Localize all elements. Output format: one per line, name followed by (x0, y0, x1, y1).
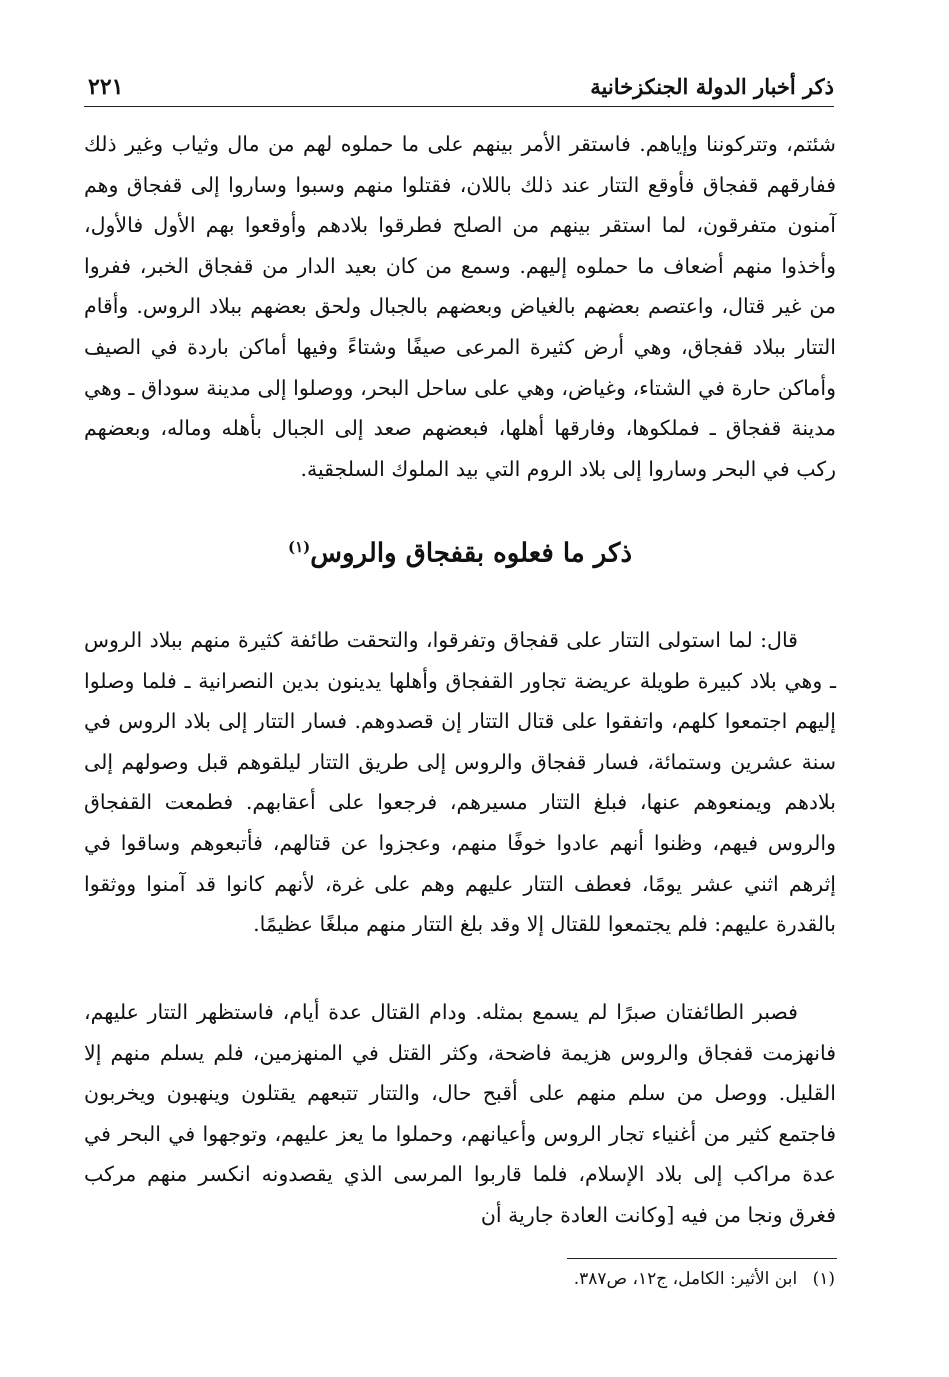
paragraph-2: قال: لما استولى التتار على قفجاق وتفرقوا، والتحقت طائفة كثيرة منهم ببلاد الروس ـ وهي بلاد كبيرة طويلة عريضة تجاور القفجاق وأهلها يدينون بدين النصرانية ـ فلما وصلوا إليهم اجتمعوا كلهم، واتفقوا على قتال التتار إن قصدوهم. فسار التتار إلى بلاد الروس في سنة عشرين وستمائة، فسار قفجاق والروس إلى طريق التتار ليلقوهم قبل وصولهم إلى بلادهم ويمنعوهم عنها، فبلغ التتار مسيرهم، فرجعوا على أعقابهم. فطمعت القفجاق والروس فيهم، وظنوا أنهم عادوا خوفًا منهم، وعجزوا عن قتالهم، فأتبعوهم وساقوا في إثرهم اثني عشر يومًا، فعطف التتار عليهم وهم على غرة، لأنهم كانوا قد آمنوا ووثقوا بالقدرة عليهم: فلم يجتمعوا للقتال إلا وقد بلغ التتار منهم مبلغًا عظيمًا. (84, 628, 836, 937)
section-heading (84, 538, 836, 569)
paragraph-1: شئتم، وتتركوننا وإياهم. فاستقر الأمر بينهم على ما حملوه لهم من مال وثياب وغير ذلك ففارقهم قفجاق فأوقع التتار عند ذلك باللان، فقتلوا منهم وسبوا وساروا إلى قفجاق وهم آمنون متفرقون، لما استقر بينهم من الصلح فطرقوا بلادهم وأوقعوا بهم الأول فالأول، وأخذوا منهم أضعاف ما حملوه إليهم. وسمع من كان بعيد الدار من قفجاق الخبر، ففروا من غير قتال، واعتصم بعضهم بالغياض وبعضهم بالجبال ولحق بعضهم ببلاد الروس. وأقام التتار ببلاد قفجاق، وهي أرض كثيرة المرعى صيفًا وشتاءً وفيها أماكن باردة في الصيف وأماكن حارة في الشتاء، وغياض، وهي على ساحل البحر، ووصلوا إلى مدينة سوداق ـ وهي مدينة قفجاق ـ فملكوها، وفارقها أهلها، فبعضهم صعد إلى الجبال بأهله وماله، وبعضهم ركب في البحر وساروا إلى بلاد الروم التي بيد الملوك السلجقية. (84, 132, 836, 481)
page-number: ٢٢١ (88, 74, 124, 100)
footnote (574, 1269, 835, 1289)
footnote-reference-mark: (١) (287, 538, 311, 556)
running-title: ذكر أخبار الدولة الجنكزخانية (590, 74, 834, 99)
running-header (84, 66, 834, 107)
footnote-divider (567, 1258, 837, 1259)
footnote-text: ابن الأثير: الكامل، ج١٢، ص٣٨٧. (573, 1269, 798, 1289)
footnote-number: (١) (812, 1269, 835, 1289)
paragraph-3: فصبر الطائفتان صبرًا لم يسمع بمثله. ودام القتال عدة أيام، فاستظهر التتار عليهم، فانهزمت قفجاق والروس هزيمة فاضحة، وكثر القتل في المنهزمين، فلم يسلم منهم إلا القليل. ووصل من سلم منهم على أقبح حال، والتتار تتبعهم يقتلون وينهبون ويخربون فاجتمع كثير من أغنياء تجار الروس وأعيانهم، وحملوا ما يعز عليهم، وتوجهوا في البحر في عدة مراكب إلى بلاد الإسلام، فلما قاربوا المرسى الذي يقصدونه انكسر منهم مركب فغرق ونجا من فيه [وكانت العادة جارية أن (84, 1000, 836, 1227)
section-heading-text: ذكر ما فعلوه بقفجاق والروس (310, 538, 633, 569)
